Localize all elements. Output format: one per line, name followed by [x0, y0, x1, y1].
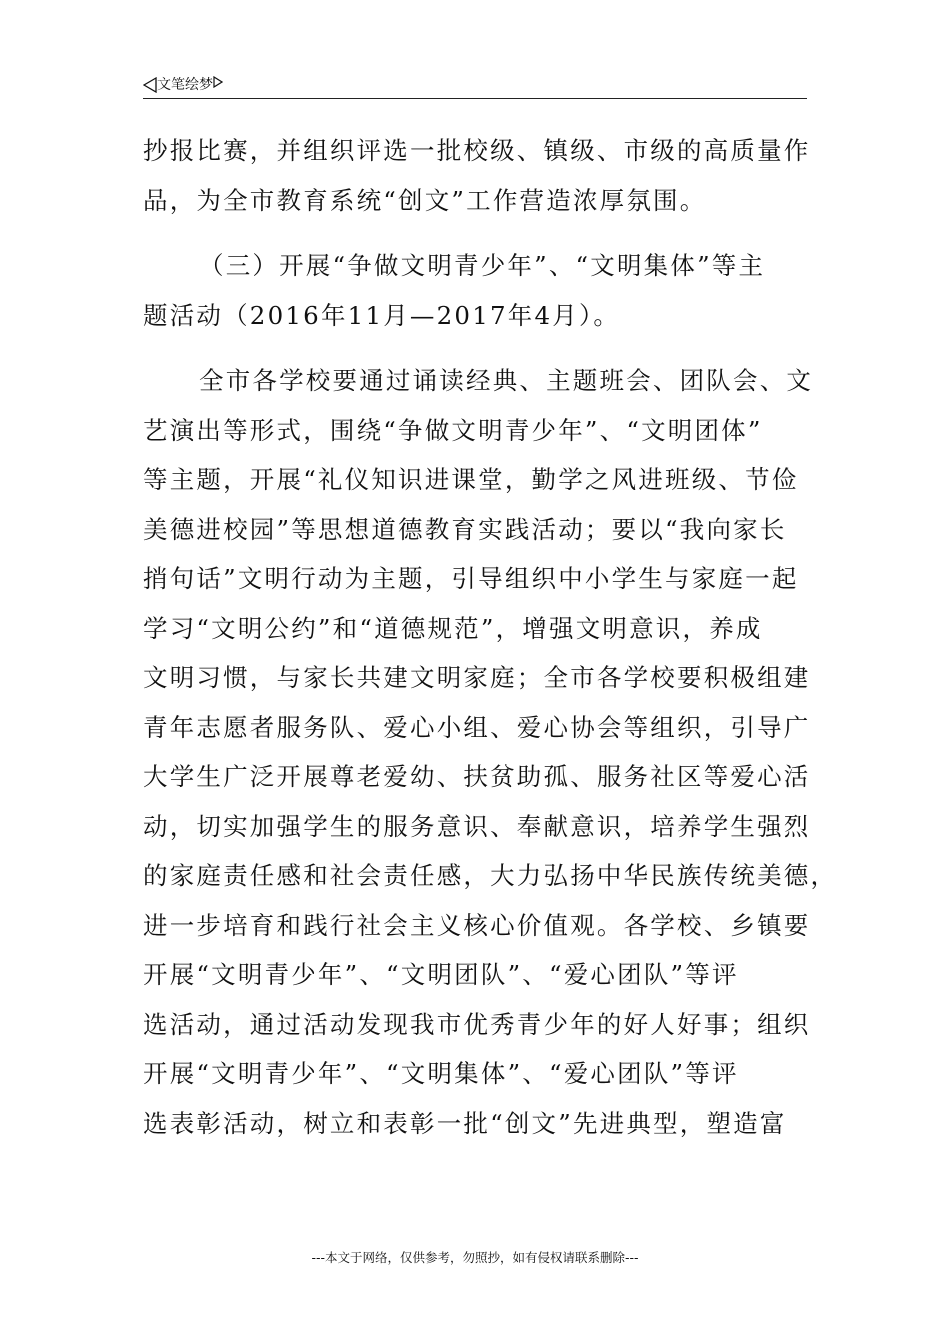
- header-title: 文笔绘梦: [157, 77, 213, 93]
- text-line: 选表彰活动，树立和表彰一批“创文”先进典型，塑造富: [143, 1108, 787, 1138]
- text-line: 青年志愿者服务队、爱心小组、爱心协会等组织，引导广: [143, 712, 811, 742]
- text-line: 全市各学校要通过诵读经典、主题班会、团队会、文: [199, 366, 814, 395]
- page-footer: ---本文于网络，仅供参考，勿照抄，如有侵权请联系删除---: [311, 1250, 639, 1265]
- text-line: 抄报比赛，并组织评选一批校级、镇级、市级的高质量作: [143, 136, 811, 165]
- section-heading-3: [143, 241, 807, 340]
- paragraph-1: [143, 126, 811, 225]
- left-triangle-icon: [143, 77, 157, 93]
- header-divider: [143, 98, 807, 99]
- right-triangle-icon: [213, 76, 223, 88]
- text-line: 大学生广泛开展尊老爱幼、扶贫助孤、服务社区等爱心活: [143, 762, 811, 791]
- text-line: 选活动，通过活动发现我市优秀青少年的好人好事；组织: [143, 1009, 811, 1039]
- text-line: 开展“文明青少年”、“文明集体”、“爱心团队”等评: [143, 1059, 739, 1088]
- text-line: 品，为全市教育系统“创文”工作营造浓厚氛围。: [143, 185, 707, 215]
- text-line: 的家庭责任感和社会责任感，大力弘扬中华民族传统美德，: [143, 861, 838, 890]
- text-line: 进一步培育和践行社会主义核心价值观。各学校、乡镇要: [143, 910, 811, 940]
- text-line: 艺演出等形式，围绕“争做文明青少年”、“文明团体”: [143, 415, 763, 445]
- text-line: 捎句话”文明行动为主题，引导组织中小学生与家庭一起: [143, 564, 799, 593]
- text-line: 动，切实加强学生的服务意识、奉献意识，培养学生强烈: [143, 811, 811, 841]
- text-line: 文明习惯，与家长共建文明家庭；全市各学校要积极组建: [143, 663, 811, 692]
- text-line: 开展“文明青少年”、“文明团队”、“爱心团队”等评: [143, 960, 739, 989]
- paragraph-3: [143, 356, 838, 1148]
- text-line: 题活动（2016年11月—2017年4月）。: [143, 300, 621, 330]
- document-body: [143, 126, 838, 1148]
- page-header: [143, 74, 807, 98]
- text-line: 学习“文明公约”和“道德规范”，增强文明意识，养成: [143, 613, 763, 643]
- text-line: 美德进校园”等思想道德教育实践活动；要以“我向家长: [143, 514, 787, 544]
- text-line: （三）开展“争做文明青少年”、“文明集体”等主: [199, 251, 766, 280]
- text-line: 等主题，开展“礼仪知识进课堂，勤学之风进班级、节俭: [143, 465, 799, 494]
